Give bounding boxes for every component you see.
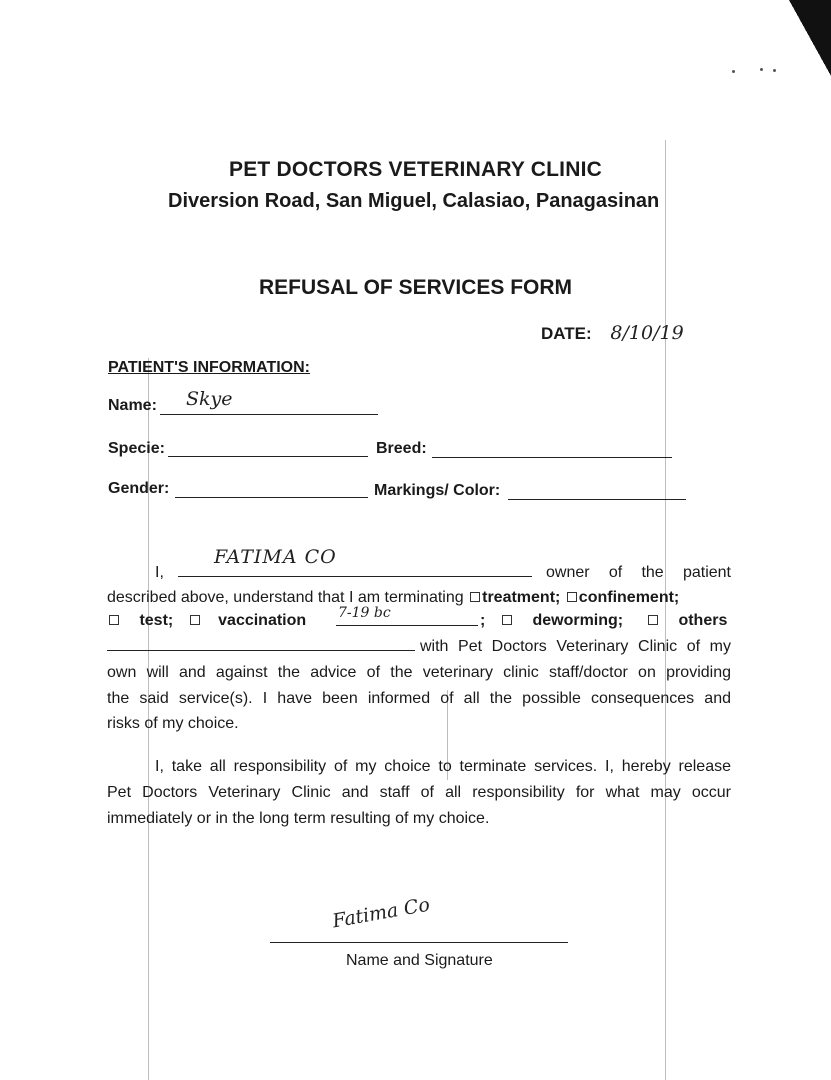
form-title: REFUSAL OF SERVICES FORM <box>258 276 573 299</box>
vaccination-note[interactable]: 7-19 bc <box>338 605 391 621</box>
signature-caption: Name and Signature <box>346 952 493 969</box>
date-label: DATE: <box>541 324 592 343</box>
test-label: test; <box>139 612 174 629</box>
deworming-checkbox[interactable] <box>502 615 512 625</box>
scan-speck <box>732 70 735 73</box>
scan-speck <box>773 69 776 72</box>
gender-label: Gender: <box>108 480 170 497</box>
signature-scribble[interactable]: Fatima Co <box>330 893 432 933</box>
confinement-checkbox[interactable] <box>567 592 577 602</box>
others-label: others <box>678 612 728 629</box>
scan-speck <box>760 68 763 71</box>
deworming-group <box>500 608 623 634</box>
name-value[interactable]: Skye <box>186 388 233 410</box>
owner-text: owner of the patient <box>546 564 731 581</box>
scan-corner-shadow <box>789 0 831 76</box>
responsibility-line-3: immediately or in the long term resulting of my choice. <box>107 810 490 827</box>
declaration-line-6: the said service(s). I have been informed of all the possible consequences and <box>107 690 731 707</box>
semicolon: ; <box>480 612 486 629</box>
others-group <box>646 608 727 634</box>
markings-label: Markings/ Color: <box>374 482 501 499</box>
date-value: 8/10/19 <box>610 322 684 344</box>
vaccination-checkbox[interactable] <box>190 615 200 625</box>
vaccination-note-line <box>336 625 478 626</box>
owner-name-value[interactable]: FATIMA CO <box>214 546 337 568</box>
declaration-line-4: with Pet Doctors Veterinary Clinic of my <box>420 638 731 655</box>
clinic-name: PET DOCTORS VETERINARY CLINIC <box>229 158 602 181</box>
breed-line <box>432 457 672 458</box>
declaration-line-5: own will and against the advice of the veterinary clinic staff/doctor on providing <box>107 664 731 681</box>
declaration-line-7: risks of my choice. <box>107 715 239 732</box>
clinic-address: Diversion Road, San Miguel, Calasiao, Panagasinan <box>168 190 660 212</box>
markings-line <box>508 499 686 500</box>
name-line <box>160 414 378 415</box>
gender-line <box>175 497 368 498</box>
date-field <box>541 322 684 344</box>
others-line <box>107 650 415 651</box>
patient-info-heading: PATIENT'S INFORMATION: <box>108 359 311 376</box>
test-checkbox[interactable] <box>109 615 119 625</box>
vaccination-label: vaccination <box>218 612 307 629</box>
declaration-text: described above, understand that I am terminating <box>107 589 464 606</box>
name-label: Name: <box>108 397 157 414</box>
confinement-label: confinement; <box>578 589 680 606</box>
breed-label: Breed: <box>376 440 427 457</box>
responsibility-line-2: Pet Doctors Veterinary Clinic and staff of all responsibility for what may occur <box>107 784 731 801</box>
responsibility-line-1: I, take all responsibility of my choice to terminate services. I, hereby release <box>155 758 731 775</box>
i-prefix: I, <box>155 564 164 581</box>
specie-label: Specie: <box>108 440 165 457</box>
treatment-label: treatment; <box>482 589 561 606</box>
owner-name-line <box>178 576 532 577</box>
deworming-label: deworming; <box>532 612 624 629</box>
specie-line <box>168 456 368 457</box>
declaration-line-3 <box>107 608 306 634</box>
others-checkbox[interactable] <box>648 615 658 625</box>
declaration-line-2 <box>107 585 679 611</box>
treatment-checkbox[interactable] <box>470 592 480 602</box>
signature-line <box>270 942 568 943</box>
